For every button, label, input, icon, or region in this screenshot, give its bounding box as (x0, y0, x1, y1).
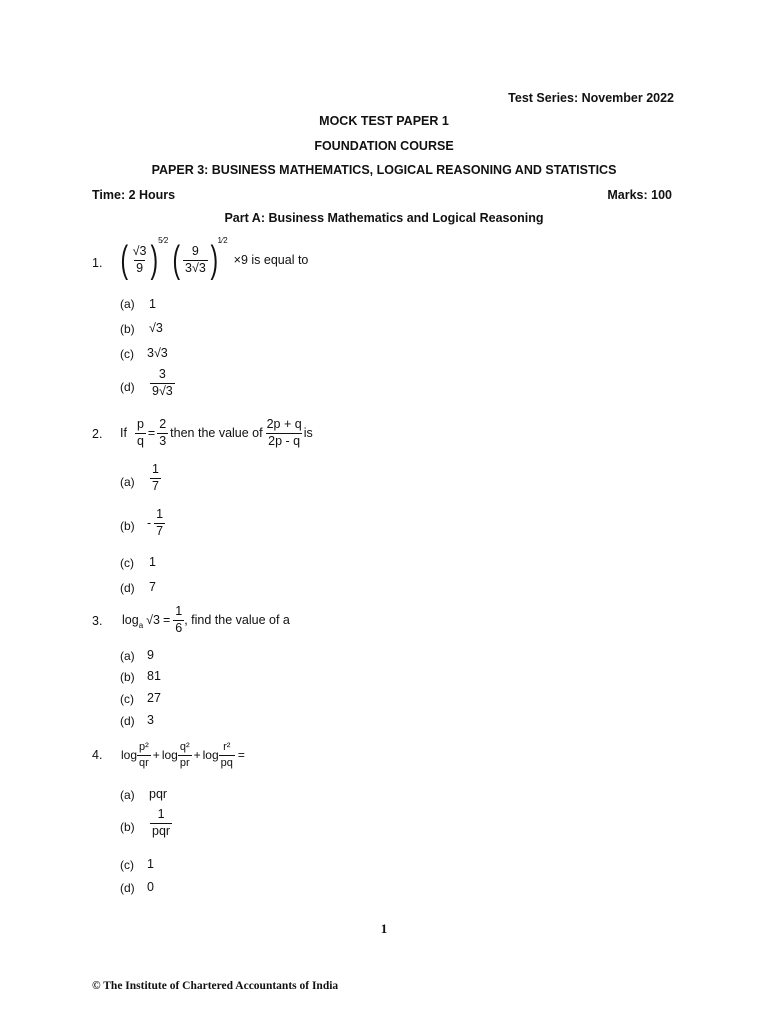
option-label: (d) (120, 881, 135, 895)
fraction: $\frac{9}{3√3}$ (185, 243, 206, 275)
question-number: 3. (92, 614, 103, 628)
question-number: 4. (92, 748, 103, 762)
question-number: 2. (92, 427, 103, 441)
page-number: 1 (380, 921, 388, 936)
option-label: (d) (120, 714, 135, 728)
option-value (150, 463, 161, 494)
option-label: (b) (120, 670, 135, 684)
part-title: Part A: Business Mathematics and Logical Reasoning (224, 211, 544, 225)
fraction: $\frac{1}{7}$ (156, 507, 164, 538)
option-label: (a) (120, 297, 135, 311)
option-value: 27 (147, 691, 161, 705)
option-label: (d) (120, 581, 135, 595)
time-label: Time: 2 Hours (92, 188, 176, 202)
option-value: - $\frac{1}{7}$ (147, 507, 164, 538)
option-value: 7 (149, 580, 156, 594)
question-1-expression: ( $\frac{√3}{9}$ ) 5⁄2 ( $\frac{9}{3√3}$ ) 1⁄2 ×9 is equal to (120, 236, 309, 281)
course-title: FOUNDATION COURSE (314, 139, 454, 153)
option-label: (c) (120, 347, 134, 361)
fraction: $\frac{1}{6}$ (175, 603, 183, 635)
marks-label: Marks: 100 (607, 188, 672, 202)
option-value: 1 (149, 555, 156, 569)
fraction: $\frac{\text{q²}}{pr}$ (179, 741, 190, 769)
exponent: 5⁄2 (158, 236, 169, 245)
question-text: If (120, 426, 127, 440)
question-text: is (303, 426, 313, 440)
exponent: 1⁄2 (217, 236, 228, 245)
option-value: 1 (147, 857, 154, 871)
question-text: then the value of (170, 426, 263, 440)
option-value (150, 808, 172, 839)
question-2-expression: If $\frac{p}{q}$ = $\frac{2}{3}$ then the value of $\frac{2p + q}{2p - q}$ is (120, 416, 313, 448)
option-label: (a) (120, 475, 135, 489)
option-value: √3 (149, 321, 163, 335)
option-label: (b) (120, 322, 135, 336)
option-value: pqr (149, 787, 168, 801)
option-value: 3 (147, 713, 154, 727)
question-text: , find the value of a (184, 613, 290, 627)
option-value: 9 (147, 648, 154, 662)
option-label: (c) (120, 692, 134, 706)
fraction: $\frac{3}{9√3}$ (152, 367, 173, 398)
option-label: (b) (120, 820, 135, 834)
option-label: (b) (120, 519, 135, 533)
option-label: (c) (120, 556, 134, 570)
option-label: (d) (120, 380, 135, 394)
fraction: $\frac{√3}{9}$ (132, 243, 147, 275)
question-4-expression: log $\frac{\text{p²}}{qr}$ + log $\frac{\text{q²}}{pr}$ + log $\frac{\text{r²}}{pq}$ = (121, 741, 245, 769)
option-value: 1 (149, 297, 156, 311)
question-3-expression: log a √3 = $\frac{1}{6}$ , find the value of a (122, 603, 290, 635)
paper-subject: PAPER 3: BUSINESS MATHEMATICS, LOGICAL REASONING AND STATISTICS (151, 163, 617, 177)
fraction: $\frac{\text{r²}}{pq}$ (220, 741, 233, 769)
fraction: $\frac{p}{q}$ (136, 416, 144, 448)
option-value: 3√3 (147, 346, 168, 360)
question-number: 1. (92, 256, 103, 270)
fraction: $\frac{2}{3}$ (159, 416, 167, 448)
option-label: (c) (120, 858, 134, 872)
fraction: $\frac{\text{p²}}{qr}$ (139, 741, 149, 769)
option-value (150, 368, 175, 399)
option-value: 81 (147, 669, 161, 683)
option-value: 0 (147, 880, 154, 894)
option-label: (a) (120, 649, 135, 663)
fraction: $\frac{2p + q}{2p - q}$ (266, 416, 302, 448)
test-series-label: Test Series: November 2022 (508, 91, 674, 105)
fraction: $\frac{1}{7}$ (152, 462, 159, 493)
copyright-notice: © The Institute of Chartered Accountants of India (92, 980, 339, 992)
option-label: (a) (120, 788, 135, 802)
fraction: $\frac{1}{\text{pqr}}$ (152, 807, 171, 838)
paper-title: MOCK TEST PAPER 1 (319, 114, 449, 128)
question-text: ×9 is equal to (233, 253, 309, 267)
